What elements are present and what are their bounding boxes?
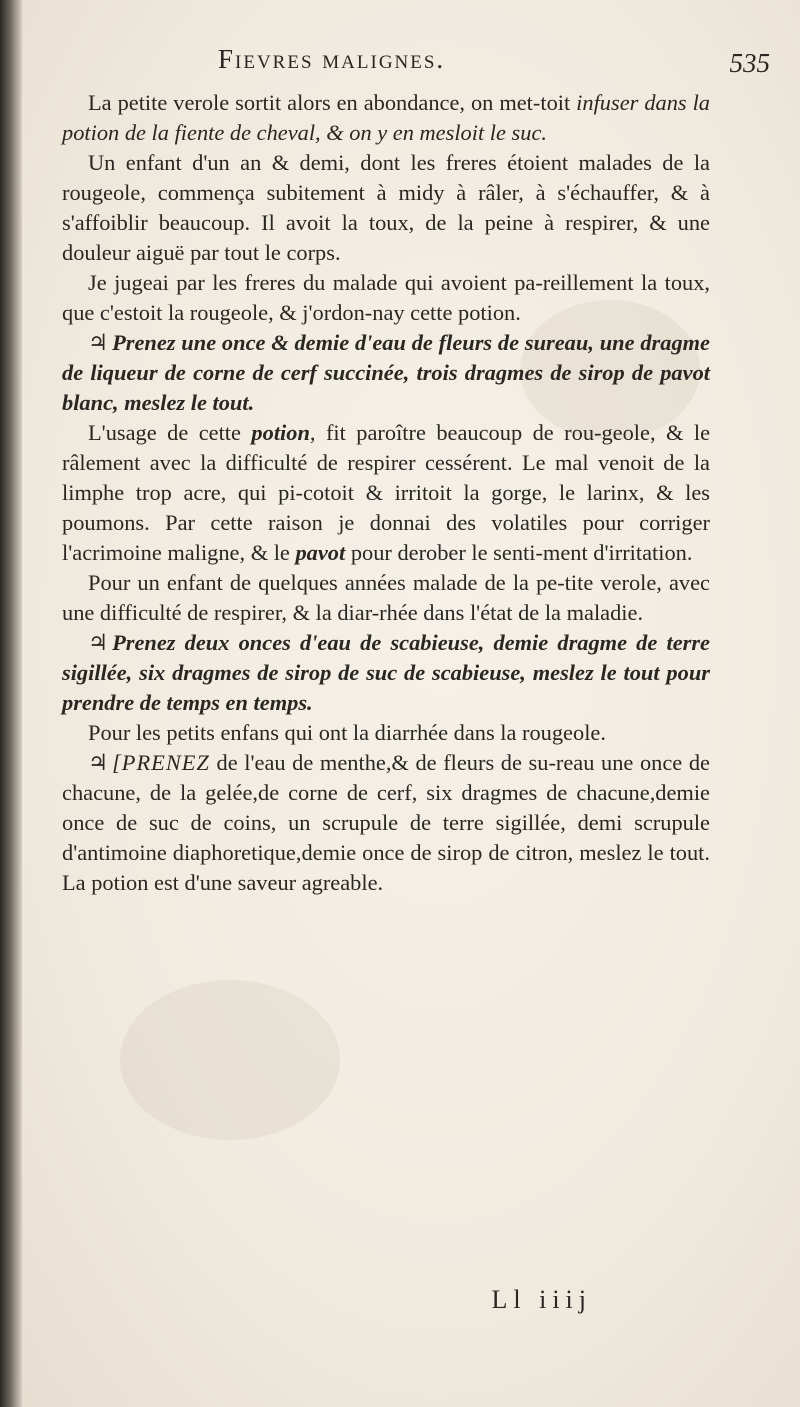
text-paragraph bbox=[62, 268, 710, 328]
page-number: 535 bbox=[729, 48, 770, 78]
recipe-paragraph bbox=[62, 328, 710, 418]
text-paragraph bbox=[62, 88, 710, 148]
recipe-symbol: ♃ bbox=[88, 630, 109, 655]
signature-mark: Ll iiij bbox=[491, 1285, 592, 1314]
text-run: [PRENEZ bbox=[112, 750, 210, 775]
text-run: Un enfant d'un an & demi, dont les freres étoient malades de la rougeole, commença subitement à midy à râler, à s'échauffer, & à s'affoiblir beaucoup. Il avoit la toux, de la peine à respirer, & une douleur aiguë par tout le corps. bbox=[62, 150, 710, 265]
text-paragraph bbox=[62, 718, 710, 748]
text-paragraph bbox=[62, 568, 710, 628]
text-paragraph bbox=[62, 148, 710, 268]
text-run: L'usage de cette bbox=[88, 420, 252, 445]
paper-stain bbox=[120, 980, 340, 1140]
text-run: Prenez une once & demie d'eau de fleurs de sureau, une dragme de liqueur de corne de cerf succinée, trois dragmes de sirop de pavot blanc, meslez le tout. bbox=[62, 330, 710, 415]
body-text bbox=[62, 88, 710, 898]
text-run: Prenez deux onces d'eau de scabieuse, demie dragme de terre sigillée, six dragmes de sirop de suc de scabieuse, meslez le tout pour prendre de temps en temps. bbox=[62, 630, 710, 715]
text-run: , fit paroître beaucoup de rou-geole, & le râlement avec la difficulté de respirer cessérent. Le mal venoit de la limphe trop acre, qui pi-cotoit & irritoit la gorge, le larinx, & les poumons. Par cette raison je donnai des volatiles pour corriger l'acrimoine maligne, & le bbox=[62, 420, 711, 565]
running-title: Fievres malignes. bbox=[218, 44, 446, 74]
text-run: infuser dans la potion de la fiente de cheval, & on y en mesloit le suc. bbox=[62, 90, 710, 145]
text-paragraph bbox=[62, 748, 710, 898]
recipe-paragraph bbox=[62, 628, 710, 718]
text-run: Pour un enfant de quelques années malade de la pe-tite verole, avec une difficulté de respirer, & la diar-rhée dans l'état de la maladie. bbox=[62, 570, 710, 625]
page-gutter bbox=[0, 0, 22, 1407]
text-run: Je jugeai par les freres du malade qui avoient pa-reillement la toux, que c'estoit la rougeole, & j'ordon-nay cette potion. bbox=[62, 270, 710, 325]
text-run: pour derober le senti-ment d'irritation. bbox=[345, 540, 693, 565]
text-run: de l'eau de menthe,& de fleurs de su-reau une once de chacune, de la gelée,de corne de cerf, six dragmes de chacune,demie once de suc de coins, un scrupule de terre sigillée, demi scrupule d'antimoine diaphoretique,demie once de sirop de citron, meslez le tout. La potion est d'une saveur agreable. bbox=[62, 750, 710, 895]
text-paragraph bbox=[62, 418, 710, 568]
text-run: pavot bbox=[295, 540, 346, 565]
text-run: La petite verole sortit alors en abondance, on met-toit bbox=[88, 90, 577, 115]
page-header bbox=[218, 44, 778, 86]
recipe-symbol: ♃ bbox=[88, 330, 109, 355]
text-run: Pour les petits enfans qui ont la diarrhée dans la rougeole. bbox=[88, 720, 606, 745]
recipe-symbol: ♃ bbox=[88, 750, 109, 775]
text-run: potion bbox=[251, 420, 310, 445]
